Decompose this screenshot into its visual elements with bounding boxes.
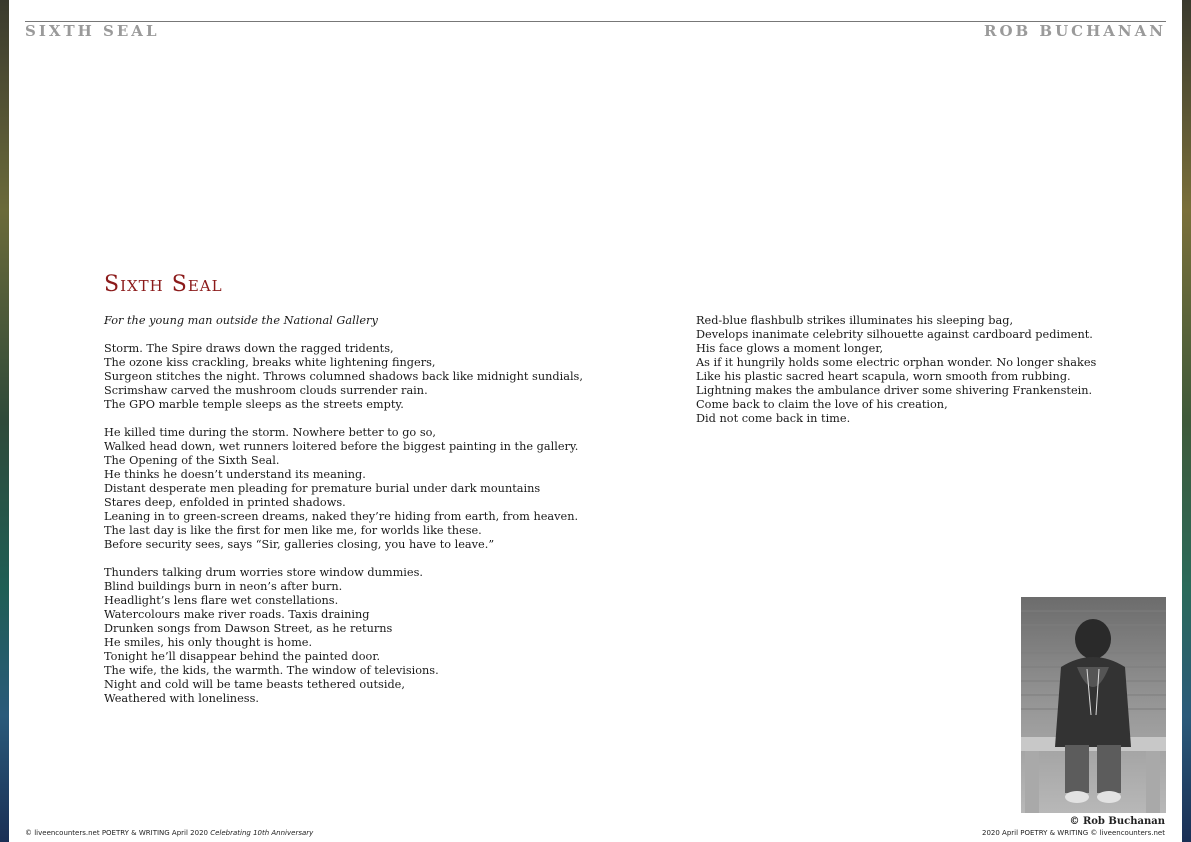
poem-line: Distant desperate men pleading for premature burial under dark mountains [104,482,541,495]
poem-line: Blind buildings burn in neon’s after burn. [104,580,343,593]
poem-line: Lightning makes the ambulance driver some shivering Frankenstein. [696,384,1093,397]
poem-line: Before security sees, says “Sir, galleries closing, you have to leave.” [104,538,495,551]
poem-line: Scrimshaw carved the mushroom clouds surrender rain. [104,384,428,397]
poem-line: He smiles, his only thought is home. [104,636,313,649]
seated-man-photo-illustration [1021,597,1166,813]
left-decorative-edge [0,0,9,842]
poem-stanza [104,426,604,552]
poem-line: As if it hungrily holds some electric orphan wonder. No longer shakes [696,356,1097,369]
photo-credit: © Rob Buchanan [1069,816,1165,827]
poem-line: Like his plastic sacred heart scapula, worn smooth from rubbing. [696,370,1071,383]
poem-line: Red-blue flashbulb strikes illuminates his sleeping bag, [696,314,1014,327]
footer-left-italic: Celebrating 10th Anniversary [210,829,314,837]
poem-title: Sixth Seal [104,272,223,297]
poem-line: The Opening of the Sixth Seal. [104,454,280,467]
poem-right-column [696,314,1116,426]
poem-line: He killed time during the storm. Nowhere better to go so, [104,426,437,439]
poem-line: Walked head down, wet runners loitered before the biggest painting in the gallery. [104,440,579,453]
poem-line: Storm. The Spire draws down the ragged tridents, [104,342,394,355]
running-head-title: SIXTH SEAL [25,22,160,40]
poem-stanza [696,314,1116,426]
right-decorative-edge [1182,0,1191,842]
poem-line: Tonight he’ll disappear behind the painted door. [104,650,381,663]
poem-line: He thinks he doesn’t understand its meaning. [104,468,366,481]
poem-line: Night and cold will be tame beasts tethered outside, [104,678,405,691]
poem-line: Leaning in to green-screen dreams, naked they’re hiding from earth, from heaven. [104,510,579,523]
poem-line: The last day is like the first for men like me, for worlds like these. [104,524,482,537]
poem-line: Thunders talking drum worries store window dummies. [104,566,423,579]
poem-line: The wife, the kids, the warmth. The window of televisions. [104,664,439,677]
poem-stanza [104,566,604,706]
footer-right: 2020 April POETRY & WRITING © liveencounters.net [982,829,1165,837]
poem-line: Surgeon stitches the night. Throws columned shadows back like midnight sundials, [104,370,583,383]
poem-line: Weathered with loneliness. [104,692,259,705]
poem-line: Did not come back in time. [696,412,851,425]
poem-line: The GPO marble temple sleeps as the streets empty. [104,398,404,411]
poem-line: Drunken songs from Dawson Street, as he returns [104,622,393,635]
poem-dedication: For the young man outside the National Gallery [104,314,378,327]
poem-line: Stares deep, enfolded in printed shadows. [104,496,346,509]
poem-line: His face glows a moment longer, [696,342,884,355]
poem-line: Headlight’s lens flare wet constellations. [104,594,339,607]
running-head-author: ROB BUCHANAN [983,22,1166,40]
poem-line: The ozone kiss crackling, breaks white lightening fingers, [104,356,436,369]
poem-line: Develops inanimate celebrity silhouette against cardboard pediment. [696,328,1093,341]
poem-line: Come back to claim the love of his creation, [696,398,948,411]
footer-left [25,829,313,837]
poem-line: Watercolours make river roads. Taxis draining [104,608,370,621]
author-photo [1021,597,1166,813]
footer-left-text: © liveencounters.net POETRY & WRITING April 2020 [25,829,208,837]
poem-left-column [104,314,604,706]
poem-stanza [104,342,604,412]
